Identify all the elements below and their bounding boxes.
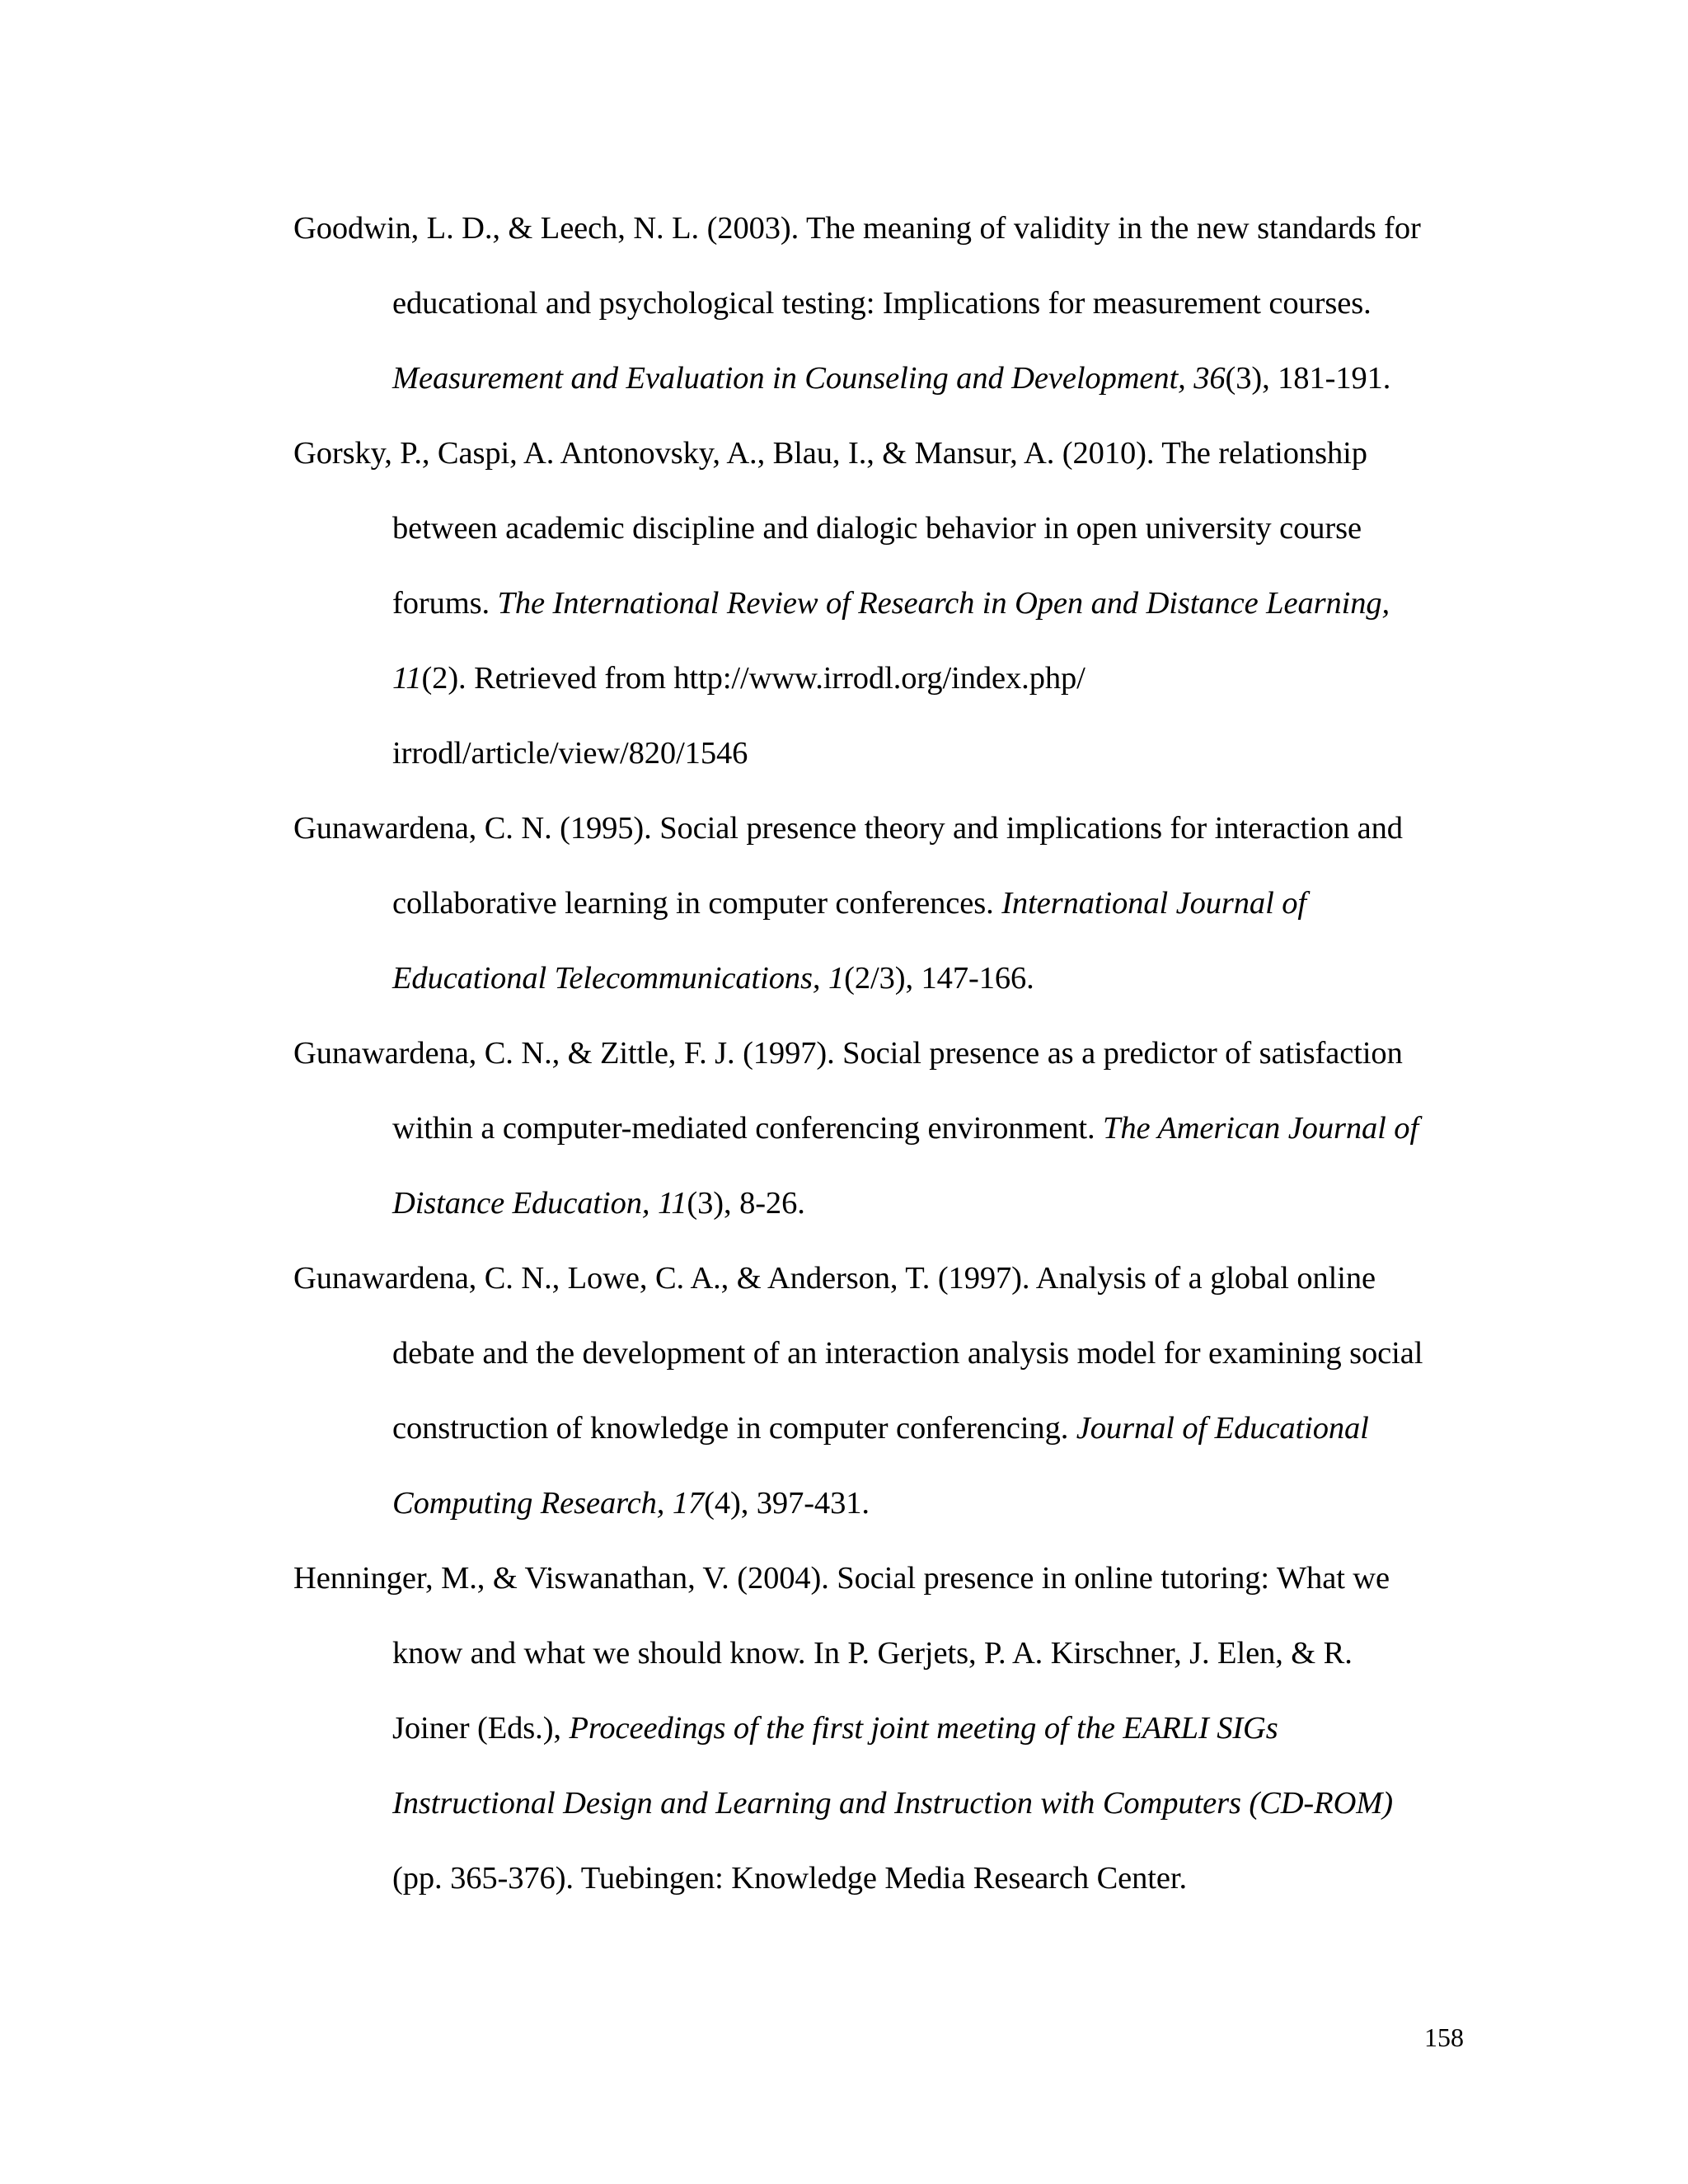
reference-continuation-line	[392, 341, 1571, 416]
reference-first-line	[293, 416, 1571, 491]
reference-text: (2/3), 147-166.	[844, 961, 1034, 996]
reference-first-line	[293, 191, 1571, 266]
reference-text: (4), 397-431.	[704, 1486, 870, 1521]
reference-text: Gunawardena, C. N., & Zittle, F. J. (1997). Social presence as a predictor of satisfaction	[293, 1036, 1403, 1071]
reference-text: Henninger, M., & Viswanathan, V. (2004). Social presence in online tutoring: What we	[293, 1561, 1390, 1596]
reference-italic-text: The American Journal of	[1103, 1111, 1419, 1146]
reference-italic-text: The International Review of Research in Open and Distance Learning,	[497, 586, 1390, 621]
reference-entry	[293, 1541, 1571, 1916]
reference-text: educational and psychological testing: Implications for measurement courses.	[392, 286, 1372, 321]
reference-entry	[293, 791, 1571, 1016]
reference-continuation-line	[392, 1166, 1571, 1241]
reference-text: Goodwin, L. D., & Leech, N. L. (2003). The meaning of validity in the new standards for	[293, 211, 1421, 246]
reference-text: Joiner (Eds.),	[392, 1711, 570, 1746]
reference-italic-text: 11	[392, 661, 422, 696]
reference-continuation-line	[392, 1691, 1571, 1766]
page-number: 158	[1424, 2022, 1464, 2052]
reference-continuation-line	[392, 866, 1571, 941]
reference-italic-text: International Journal of	[1001, 886, 1306, 921]
reference-text: Gunawardena, C. N. (1995). Social presence theory and implications for interaction and	[293, 811, 1403, 846]
reference-continuation-line	[392, 1091, 1571, 1166]
reference-continuation-line	[392, 1766, 1571, 1841]
reference-entry	[293, 1016, 1571, 1241]
reference-text: (3), 181-191.	[1225, 361, 1391, 396]
reference-text: Gunawardena, C. N., Lowe, C. A., & Anderson, T. (1997). Analysis of a global online	[293, 1261, 1376, 1296]
reference-italic-text: Computing Research, 17	[392, 1486, 705, 1521]
reference-continuation-line	[392, 941, 1571, 1016]
reference-continuation-line	[392, 716, 1571, 791]
reference-italic-text: Distance Education, 11	[392, 1186, 687, 1221]
reference-italic-text: Instructional Design and Learning and Instruction with Computers (CD-ROM)	[392, 1786, 1393, 1821]
reference-text: (pp. 365-376). Tuebingen: Knowledge Media Research Center.	[392, 1861, 1187, 1896]
reference-first-line	[293, 1541, 1571, 1616]
reference-continuation-line	[392, 566, 1571, 641]
reference-entry	[293, 191, 1571, 416]
reference-entry	[293, 416, 1571, 791]
reference-text: irrodl/article/view/820/1546	[392, 736, 748, 771]
reference-italic-text: Journal of Educational	[1076, 1411, 1369, 1446]
reference-first-line	[293, 1016, 1571, 1091]
reference-continuation-line	[392, 1841, 1571, 1916]
reference-italic-text: Proceedings of the first joint meeting of the EARLI SIGs	[569, 1711, 1278, 1746]
reference-first-line	[293, 1241, 1571, 1316]
reference-text: construction of knowledge in computer conferencing.	[392, 1411, 1076, 1446]
reference-first-line	[293, 791, 1571, 866]
reference-text: (2). Retrieved from http://www.irrodl.org/index.php/	[421, 661, 1085, 696]
reference-continuation-line	[392, 491, 1571, 566]
reference-text: Gorsky, P., Caspi, A. Antonovsky, A., Blau, I., & Mansur, A. (2010). The relationship	[293, 436, 1367, 471]
reference-italic-text: Measurement and Evaluation in Counseling and Development, 36	[392, 361, 1226, 396]
reference-text: know and what we should know. In P. Gerjets, P. A. Kirschner, J. Elen, & R.	[392, 1636, 1353, 1671]
reference-text: debate and the development of an interaction analysis model for examining social	[392, 1336, 1423, 1371]
reference-continuation-line	[392, 266, 1571, 341]
reference-text: within a computer-mediated conferencing environment.	[392, 1111, 1104, 1146]
reference-entry	[293, 1241, 1571, 1541]
reference-text: collaborative learning in computer conferences.	[392, 886, 1002, 921]
reference-continuation-line	[392, 1616, 1571, 1691]
reference-text: between academic discipline and dialogic behavior in open university course	[392, 511, 1362, 546]
reference-continuation-line	[392, 1316, 1571, 1391]
reference-text: forums.	[392, 586, 498, 621]
reference-italic-text: Educational Telecommunications, 1	[392, 961, 845, 996]
reference-continuation-line	[392, 641, 1571, 716]
reference-text: (3), 8-26.	[687, 1186, 805, 1221]
reference-continuation-line	[392, 1466, 1571, 1541]
reference-continuation-line	[392, 1391, 1571, 1466]
